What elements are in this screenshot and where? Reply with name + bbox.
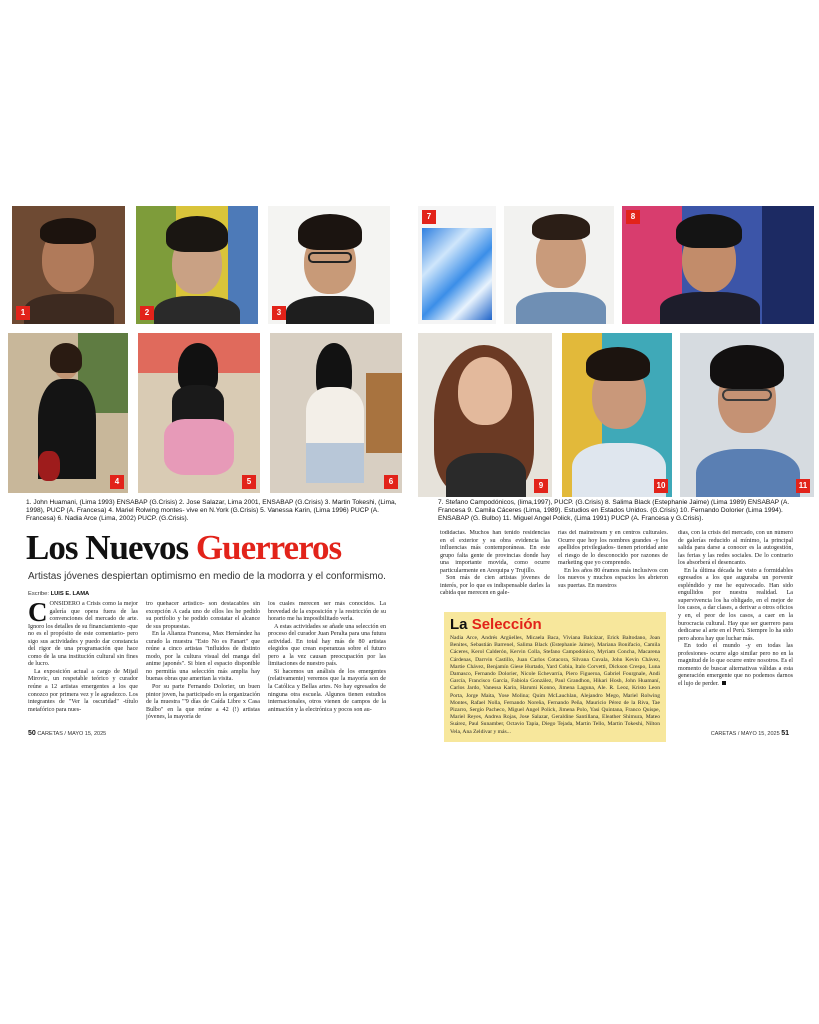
photo-number: 11 (796, 479, 810, 493)
page-number-left: 50 (28, 730, 36, 737)
photo-number: 6 (384, 475, 398, 489)
photo-number: 1 (16, 306, 30, 320)
article-column-3 (268, 601, 386, 727)
page-number-right: 51 (781, 730, 789, 737)
paragraph: ONSIDERO a Crisis como la mejor galería que opera fuera de las convenciones del mercado de arte. Ignoro los detalles de su financiamiento -que no es el propósito de este comentario- pero sigo sus actividades y puedo dar constancia del rigor de una programación que hace como de la una institución cultural sin fines de lucro. (28, 601, 138, 668)
dropcap-letter: C (28, 601, 48, 627)
article-column-4 (440, 530, 550, 610)
end-mark (722, 681, 726, 685)
seleccion-title-word: Selección (471, 616, 542, 633)
portrait-photo-11 (680, 333, 814, 497)
byline (28, 591, 89, 597)
photo-caption-right: 7. Stefano Campodónicos, (lima,1997), PUCP. (G.Crisis) 8. Salima Black (Estephanie Jaime) (Lima 1989) ENSABAP (A. Francesa 9. Camila Cáceres (Lima, 1989). Estudios en Estados Unidos. (G.Crisis) 10. Fernando Dolorier (Lima 1994). ENSABAP (G. Bulbo) 11. Miguel Angel Polick, (Lima 1991) PUCP (A. Francesa y G.Crisis). (438, 499, 790, 523)
article-deck: Artistas jóvenes despiertan optimismo en medio de la modorra y el conformismo. (28, 571, 386, 582)
folio-right (711, 730, 789, 737)
paragraph: todidactas. Muchos han tenido residencias en el exterior y su obra evidencia las influencias más contemporáneas. En este grupo falta gente de provincias donde hay una importante movida, como ocurre particularmente en Arequipa y Trujillo. (440, 530, 550, 574)
folio-left-text: CARETAS / MAYO 15, 2025 (37, 731, 107, 737)
paragraph: En la última década he visto a formidables egresados a los que auguraba un porvenir espléndido y me he equivocado. Han sido engullidos por nuestra realidad. La supervivencia los ha obligado, en el mejor de los casos, a dar clases, a derivar a otros oficios y en, el peor de los casos, a caer en la burocracia cultural. Hay que ser guerrero para dedicarse al arte en el Perú. Siempre lo ha sido pero ahora hay que luchar más. (678, 567, 793, 642)
byline-label: Escribe: (28, 591, 49, 597)
article-column-2 (146, 601, 260, 727)
photo-number: 3 (272, 306, 286, 320)
photo-number: 9 (534, 479, 548, 493)
portrait-photo-8 (622, 206, 814, 324)
paragraph: días, con la crisis del mercado, con un número de galerías reducido al mínimo, la principal salida para darse a conocer es la autogestión, las ferias y las redes sociales. De lo contrario los absorberá el desencanto. (678, 530, 793, 567)
portrait-photo-4 (8, 333, 128, 493)
byline-author: LUIS E. LAMA (50, 591, 90, 597)
paragraph: En los años 80 éramos más inclusivos con los nuevos y muchos espacios les abrieron sus puertas. En nuestros (558, 567, 668, 589)
portrait-photo-3 (268, 206, 390, 324)
seleccion-names: Nadia Arce, Andrés Argüelles, Micaela Baca, Viviana Balcázar, Erick Baltodano, Joan Benites, Sebastián Barrenel, Salima Black (Estephanie Jaime), Mariana Bonifacio, Camila Cáceres, Kerol Calderón, Kervin Colla, Stefano Campodónico, Myriam Concha, Macarena Cárdenas, Darrvin Castillo, Juan Carlos Cotacora, Silvana Cuvala, John Kevin Chávez, Martie Chávez, Benjamín Giese Hurtado, Yard Cobia, Italo Corvetti, Dickson Crespo, Luna Damasco, Fernando Dolorier, Nicole Echevarría, Piero Figueroa, Gabriel Fourgnale, Andi García, Francisco García, Fabiola González, Paul Grandhon, Hikari Hosh, John Huamaní, Carlos Jardo, Vanessa Karin, Harumi Konno, Jimena Laguna, Ale. R. Leoz, Kristo Leon Porta, Jorge Maita, Yose Molina; Quim McLauchlan, Alejandro Mego, Mariel Rolwing Montes, Rafael Nolla, Fernando Noreña, Fernando Peña, Mauricio Pérez de la Riva, Tae Pizarro, Sergio Pacheco, Miguel Angel Polick, Jimena Polo, Yasi Quintana, Franco Quispe, Mariel Reyes, Andrea Rojas, Jose Salazar, Geraldine Santillana, Eleather Shimura, Mateo Suárez, Paul Sunamber, Octavio Tapia, Diego Tejada, Martin Tello, Martin Tokeshi, Nilton Vela, Ana Zeldivar y más... (450, 635, 660, 735)
paragraph: los cuales merecen ser más conocidos. La brevedad de la exposición y la restricción de su horario me ha imposibilitado verla. (268, 601, 386, 623)
portrait-photo-6 (270, 333, 402, 493)
photo-number: 5 (242, 475, 256, 489)
portrait-photo-5 (138, 333, 260, 493)
folio-left (28, 730, 106, 737)
folio-right-text: CARETAS / MAYO 15, 2025 (710, 731, 780, 737)
headline-part-1: Los Nuevos (26, 528, 189, 567)
photo-number: 8 (626, 210, 640, 224)
photo-number: 2 (140, 306, 154, 320)
paragraph: rías del mainstream y en centros culturales. Ocurre que hoy los nombres grandes -y los apellidos privilegiados- tienen prioridad ante el riesgo de lo desconocido por razones de marketing que yo comprendo. (558, 530, 668, 567)
paragraph: Son más de cien artistas jóvenes de interés, por lo que es indispensable darles la cabida que merecen en gale- (440, 575, 550, 597)
article-column-5 (558, 530, 668, 610)
paragraph: En todo el mundo -y en todas las profesiones- ocurre algo similar pero no en la magnitud de lo que ocurre entre nosotros. Es el momento de buscar alternativas válidas a esta generación emergente que no podemos darnos el lujo de perder. (678, 643, 793, 687)
paragraph: Si hacemos un análisis de los emergentes (relativamente) veremos que la mayoría son de la Católica y Bellas artes. No hay egresados de ninguna otra escuela. Algunos tienen estudios internacionales, otros vienen de campos de la animación y la electrónica y pocos son au- (268, 668, 386, 713)
paragraph: A estas actividades se añade una selección en proceso del curador Juan Peralta para una futura actividad. En total hay más de 80 artistas elegidos que crean esperanzas sobre el futuro pero a la vez causan preocupación por las limitaciones de nuestro país. (268, 623, 386, 668)
article-headline (26, 528, 341, 568)
paragraph: En la Alianza Francesa, Max Hernández ha curado la muestra "Esto No es Fanart" que reúne a cinco artistas "influidos de distinto modo, por la cultura visual del manga del anime japonés". Si bien el espacio disponible no permitía una selección más amplia hay buenas obras que ameritan la visita. (146, 631, 260, 683)
portrait-photo-1 (12, 206, 125, 324)
photo-caption-left: 1. John Huamani, (Lima 1993) ENSABAP (G.Crisis) 2. Jose Salazar, Lima 2001, ENSABAP (G.Crisis) 3. Martin Tokeshi, (Lima, 1998), PUCP (A. Francesa) 4. Mariel Rolwing montes- vive en N.York (G.Crisis) 5. Vanessa Karin, (Lima 1996) PUCP (A. Francesa) 6. Nadia Arce (Lima, 2002) PUCP. (G.Crisis). (26, 499, 397, 523)
article-column-1 (28, 601, 138, 727)
paragraph: tro quehacer artístico- son destacables sin excepción A cada uno de ellos les he pedido su portfolio y he podido constatar el alcance de sus propuestas. (146, 601, 260, 630)
portrait-photo-7 (504, 206, 614, 324)
photo-number: 4 (110, 475, 124, 489)
seleccion-title-la: La (450, 616, 468, 633)
paragraph: La exposición actual a cargo de Mijail Mirovic, un respetable teórico y curador reúne a 12 artistas emergentes a los que conozco por primera vez y le agradezco. Los integrantes de "Ver la oscuridad" -título metafórico para nues- (28, 668, 138, 713)
paragraph: Por su parte Fernando Dolorier, un buen pintor joven, ha participado en la organización de la muestra "'9 días de Caída Libre x Casa Bulbo" en la que reúne a 42 (!) artistas jóvenes, la mayoría de (146, 684, 260, 721)
portrait-photo-9 (418, 333, 552, 497)
portrait-photo-2 (136, 206, 258, 324)
seleccion-box (444, 612, 666, 742)
photo-number: 7 (422, 210, 436, 224)
seleccion-title (450, 616, 542, 633)
photo-number: 10 (654, 479, 668, 493)
portrait-photo-10 (562, 333, 672, 497)
headline-part-2: Guerreros (195, 528, 342, 567)
artwork-photo-7 (418, 206, 496, 324)
article-column-6 (678, 530, 793, 728)
